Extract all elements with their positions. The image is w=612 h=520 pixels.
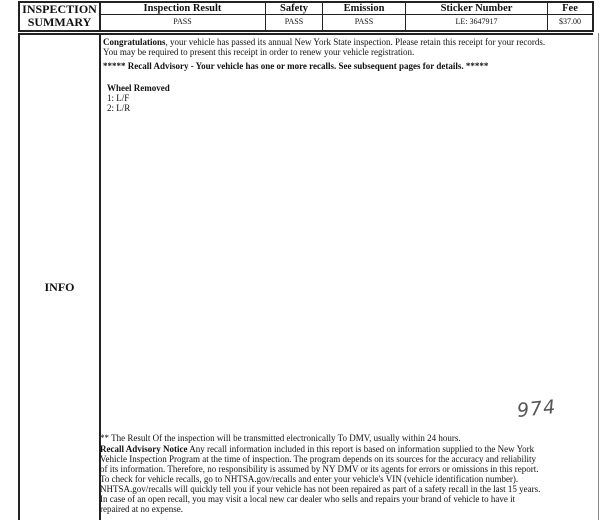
summary-label-line1: INSPECTION <box>22 2 97 16</box>
notice-line: repaired at no expense. <box>100 504 183 514</box>
wheel-item: 1: L/F <box>107 93 130 103</box>
wheel-removed-title: Wheel Removed <box>107 83 170 93</box>
notice-title: Recall Advisory Notice <box>100 444 188 454</box>
footnote: ** The Result Of the inspection will be transmitted electronically To DMV, usually within 24 hours. <box>100 433 461 443</box>
congratulations-line1-text: , your vehicle has passed its annual New York State inspection. Please retain this receipt for your records. <box>165 37 546 47</box>
column-header-sticker-number: Sticker Number <box>440 3 513 14</box>
notice-line: NHTSA.gov/recalls will quickly tell you if your vehicle has not been repaired as part of a safety recall in the last 15 years. <box>100 484 541 494</box>
congratulations-line2: You may be required to present this receipt in order to renew your vehicle registration. <box>103 47 415 57</box>
column-header-emission: Emission <box>343 3 385 14</box>
summary-label <box>20 3 99 29</box>
wheel-item: 2: L/R <box>107 103 131 113</box>
value-emission: PASS <box>354 17 374 26</box>
notice-line <box>100 444 598 454</box>
value-safety: PASS <box>284 17 304 26</box>
column-header-safety: Safety <box>280 3 308 14</box>
notice-line: of its information. Therefore, no responsibility is assumed by NY DMV or its agents for errors or omissions in this report. <box>100 464 539 474</box>
wheel-removed-section <box>107 83 170 113</box>
notice-line: To check for vehicle recalls, go to NHTSA.gov/recalls and enter your vehicle's VIN (vehicle identification number). <box>100 474 519 484</box>
congratulations-message <box>103 37 598 57</box>
congratulations-line1 <box>103 37 598 47</box>
info-label: INFO <box>44 280 75 294</box>
notice-line: In case of an open recall, you may visit a local new car dealer who sells and repairs your brand of vehicle to have it <box>100 494 516 504</box>
recall-advisory: ***** Recall Advisory - Your vehicle has one or more recalls. See subsequent pages for details. ***** <box>103 61 489 71</box>
notice-line1-text: Any recall information included in this report is based on information supplied to the New York <box>187 444 535 454</box>
notice-line: Vehicle Inspection Program at the time of inspection. The program depends on its sources for the accuracy and reliability <box>100 454 536 464</box>
value-inspection-result: PASS <box>173 17 192 26</box>
column-header-inspection-result: Inspection Result <box>143 3 222 14</box>
column-header-fee: Fee <box>562 3 578 14</box>
handwritten-note: 974 <box>515 396 558 422</box>
value-fee: $37.00 <box>559 17 581 26</box>
congratulations-bold: Congratulations <box>103 37 166 47</box>
value-sticker-number: LE: 3647917 <box>455 17 498 26</box>
recall-advisory-notice <box>100 444 598 514</box>
summary-label-line2: SUMMARY <box>27 15 92 29</box>
